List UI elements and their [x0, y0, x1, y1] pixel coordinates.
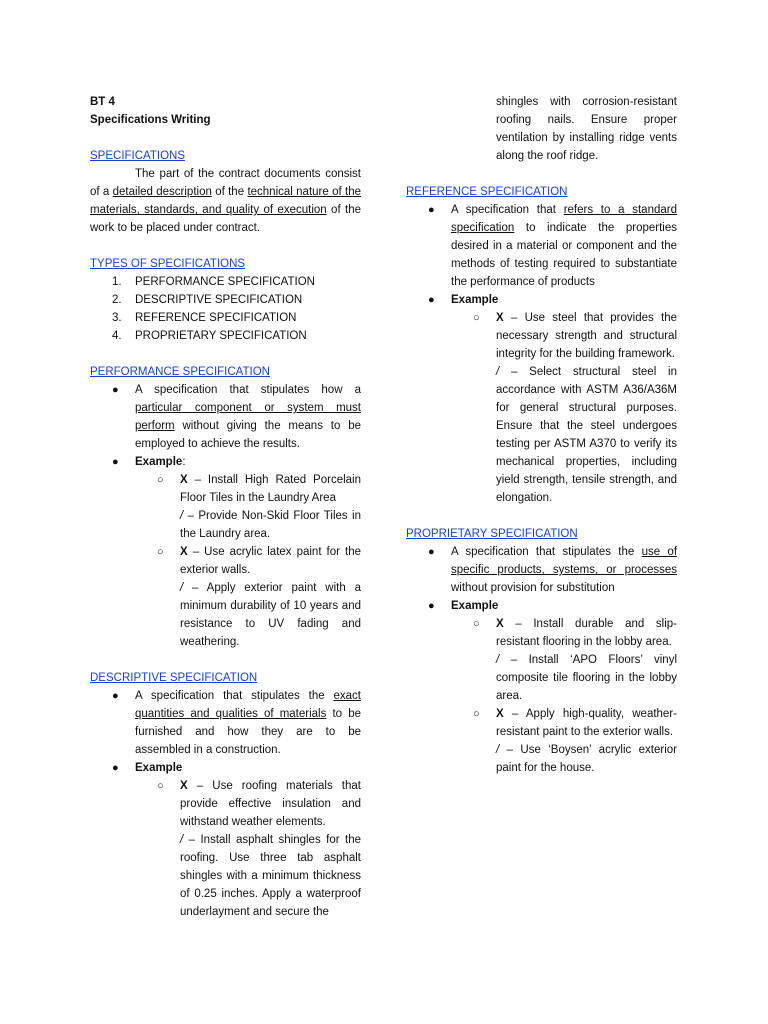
descriptive-example-label: ● Example [90, 759, 361, 777]
performance-example-2: ○ X – Use acrylic latex paint for the exterior walls. / – Apply exterior paint with a minimum durability of 10 years and resistance to UV fading and weathering. [90, 543, 361, 651]
descriptive-example-1: ○ X – Use roofing materials that provide effective insulation and withstand weather elements. / – Install asphalt shingles for the roofing. Use three tab asphalt shingles with a minimum thickness of 0.25 inches. Apply a waterproof underlayment and secure the [90, 777, 361, 921]
bullet-icon: ● [112, 690, 119, 702]
bullet-icon: ● [428, 546, 435, 558]
types-heading: TYPES OF SPECIFICATIONS [90, 258, 246, 270]
reference-example-label: ● Example [406, 291, 677, 309]
descriptive-definition: ● A specification that stipulates the exact quantities and qualities of materials to be furnished and how they are to be assembled in a construction. [90, 687, 361, 759]
performance-example-label: ● Example: [90, 453, 361, 471]
circle-bullet-icon: ○ [157, 546, 164, 558]
performance-example-1: ○ X – Install High Rated Porcelain Floor Tiles in the Laundry Area / – Provide Non-Skid Floor Tiles in the Laundry area. [90, 471, 361, 543]
list-item: 3. REFERENCE SPECIFICATION [112, 312, 297, 324]
list-item: 4. PROPRIETARY SPECIFICATION [112, 330, 307, 342]
proprietary-example-label: ● Example [406, 597, 677, 615]
list-item: 2. DESCRIPTIVE SPECIFICATION [112, 294, 303, 306]
performance-definition: ● A specification that stipulates how a particular component or system must perform without giving the means to be employed to achieve the results. [90, 381, 361, 453]
performance-heading: PERFORMANCE SPECIFICATION [90, 366, 270, 378]
right-column [406, 93, 677, 777]
bullet-icon: ● [112, 762, 119, 774]
proprietary-definition: ● A specification that stipulates the use of specific products, systems, or processes without provision for substitution [406, 543, 677, 597]
list-item: 1. PERFORMANCE SPECIFICATION [112, 276, 315, 288]
bullet-icon: ● [112, 384, 119, 396]
bullet-icon: ● [428, 204, 435, 216]
descriptive-example-1-continued: shingles with corrosion-resistant roofing nails. Ensure proper ventilation by installing ridge vents along the roof ridge. [496, 96, 677, 162]
circle-bullet-icon: ○ [473, 618, 480, 630]
reference-heading: REFERENCE SPECIFICATION [406, 186, 568, 198]
circle-bullet-icon: ○ [157, 780, 164, 792]
proprietary-example-1: ○ X – Install durable and slip-resistant flooring in the lobby area. / – Install ‘APO Floors’ vinyl composite tile flooring in the lobby area. [406, 615, 677, 705]
circle-bullet-icon: ○ [473, 708, 480, 720]
bullet-icon: ● [112, 456, 119, 468]
reference-example-1: ○ X – Use steel that provides the necessary strength and structural integrity for the building framework. / – Select structural steel in accordance with ASTM A36/A36M for general structural purposes. Ensure that the steel undergoes testing per ASTM A370 to verify its mechanical properties, including yield strength, tensile strength, and elongation. [406, 309, 677, 507]
circle-bullet-icon: ○ [473, 312, 480, 324]
specifications-heading: SPECIFICATIONS [90, 150, 185, 162]
doc-code: BT 4 [90, 96, 115, 108]
specifications-paragraph: The part of the contract documents consist of a detailed description of the technical nature of the materials, standards, and quality of execution of the work to be placed under contract. [90, 168, 361, 234]
bullet-icon: ● [428, 600, 435, 612]
proprietary-example-2: ○ X – Apply high-quality, weather-resistant paint to the exterior walls. / – Use ‘Boysen’ acrylic exterior paint for the house. [406, 705, 677, 777]
left-column [90, 93, 361, 921]
circle-bullet-icon: ○ [157, 474, 164, 486]
reference-definition: ● A specification that refers to a standard specification to indicate the properties desired in a material or component and the methods of testing required to substantiate the performance of products [406, 201, 677, 291]
doc-title: Specifications Writing [90, 114, 211, 126]
types-list [90, 273, 361, 345]
descriptive-heading: DESCRIPTIVE SPECIFICATION [90, 672, 258, 684]
proprietary-heading: PROPRIETARY SPECIFICATION [406, 528, 578, 540]
bullet-icon: ● [428, 294, 435, 306]
